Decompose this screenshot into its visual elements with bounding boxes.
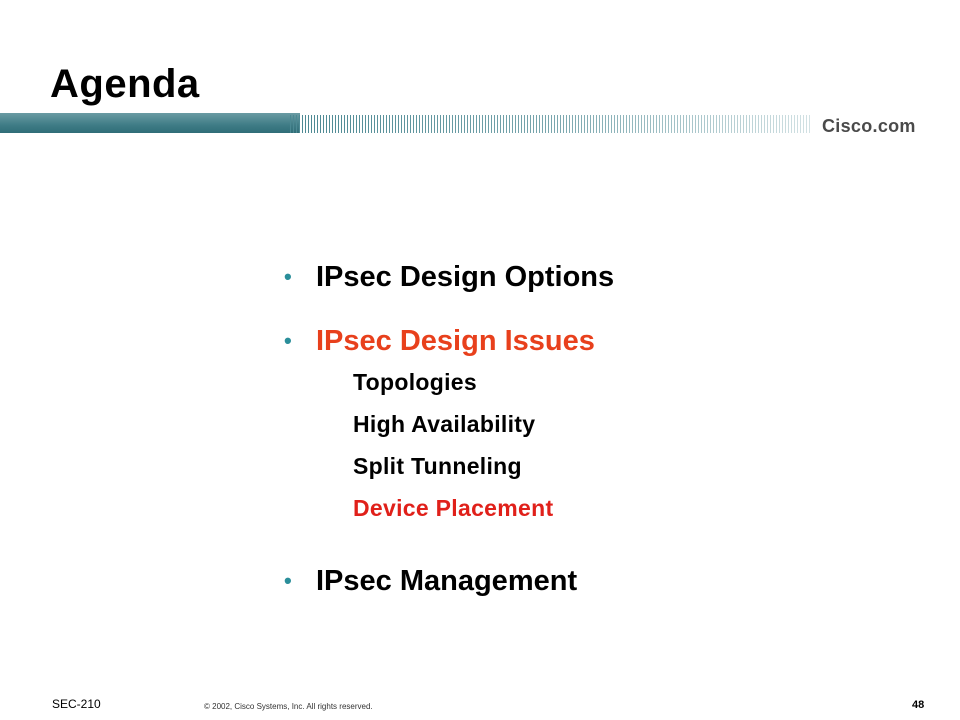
agenda-item-management [284,562,614,600]
brand-logo: Cisco.com [822,116,916,136]
subitem-device-placement: Device Placement [353,495,554,521]
agenda-subitems [353,368,614,536]
agenda-item-design-options [284,258,614,296]
course-code: SEC-210 [52,697,101,711]
subitem-high-availability: High Availability [353,411,536,437]
agenda-item-label: IPsec Management [316,564,578,597]
bullet-icon: • [284,264,292,289]
banner-bar [0,113,300,133]
subitem-split-tunneling: Split Tunneling [353,453,522,479]
subitem-topologies: Topologies [353,369,477,395]
slide-title: Agenda [50,62,200,106]
agenda-list [284,258,614,600]
page-number: 48 [912,699,925,711]
header-banner [0,113,960,135]
agenda-item-label: IPsec Design Issues [316,324,595,357]
copyright-notice: © 2002, Cisco Systems, Inc. All rights reserved. [204,702,373,711]
bullet-icon: • [284,568,292,593]
agenda-item-label: IPsec Design Options [316,260,615,293]
bullet-icon: • [284,328,292,353]
banner-fade [290,113,810,135]
agenda-item-design-issues [284,322,614,360]
